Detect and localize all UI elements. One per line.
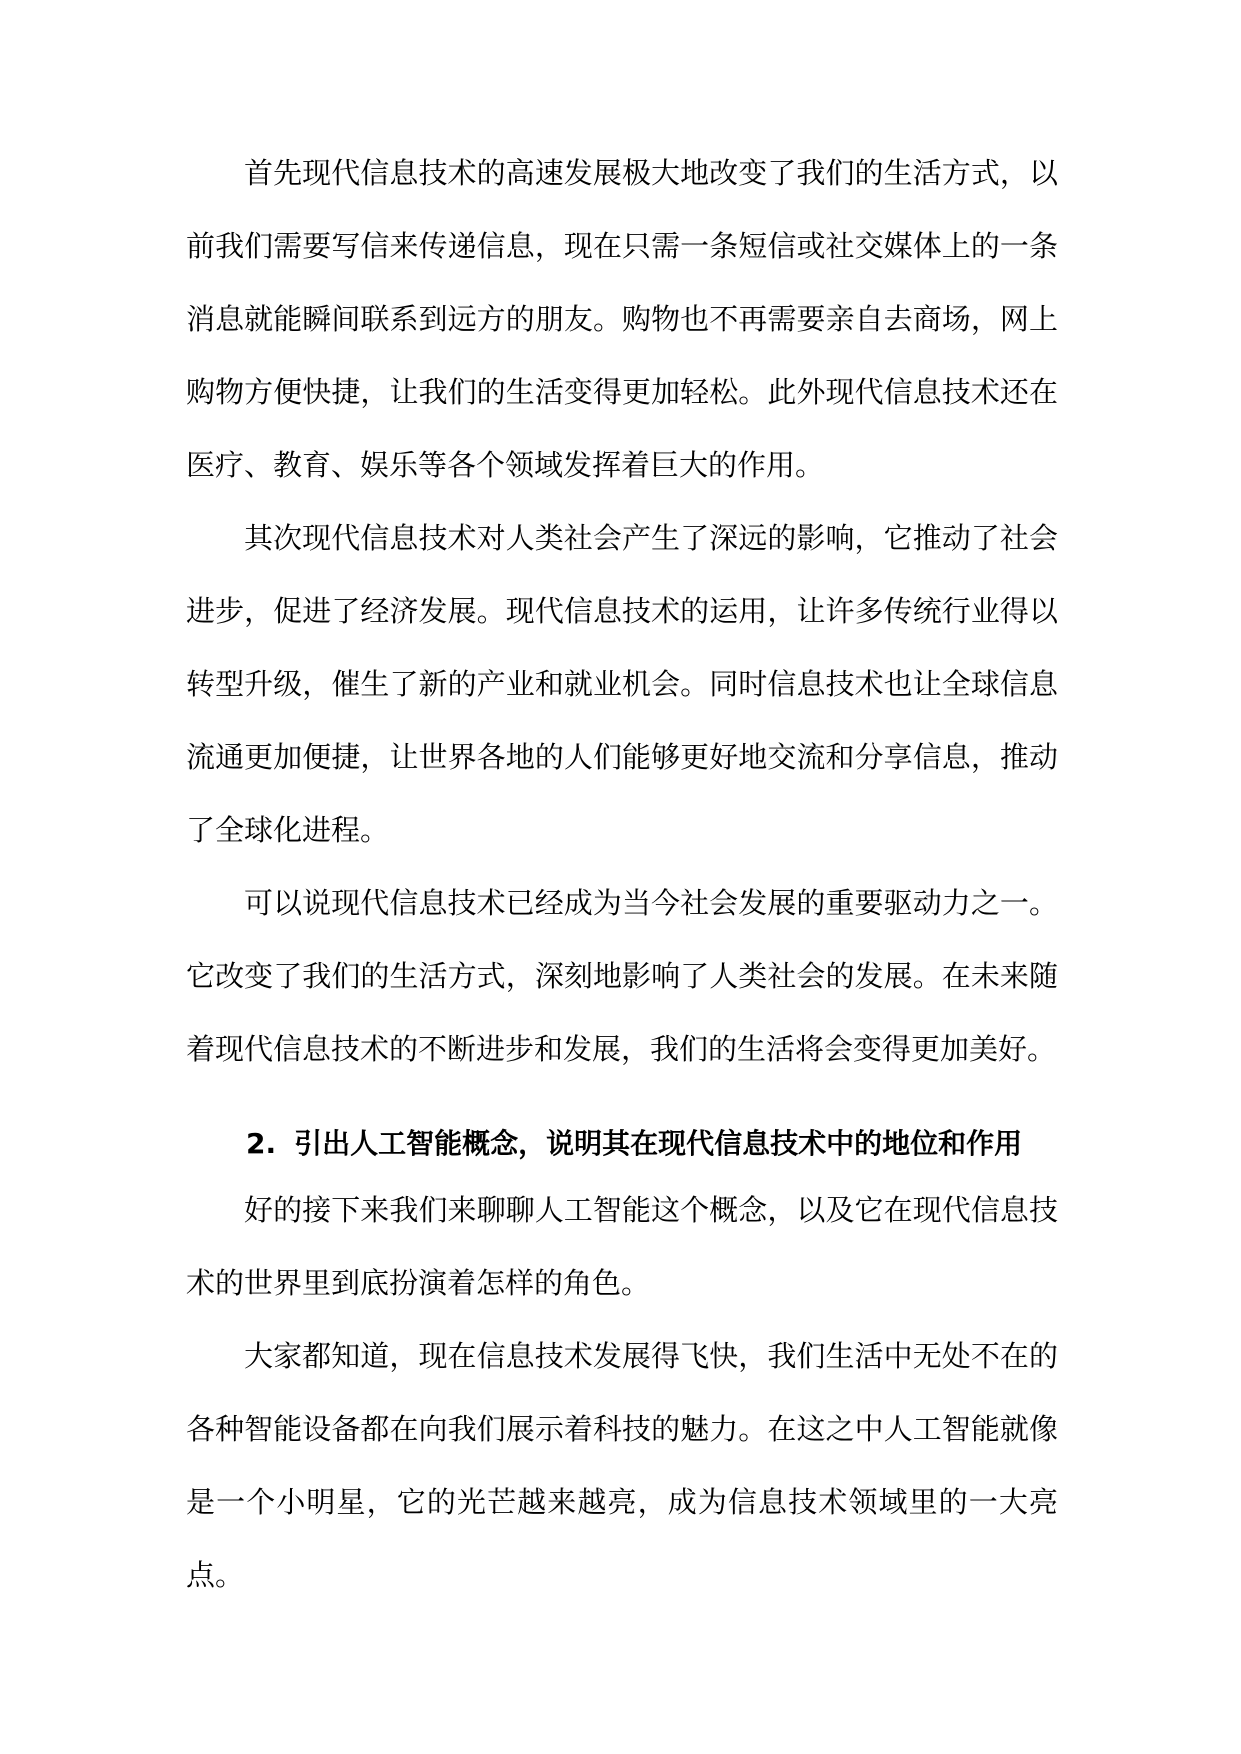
paragraph-modern-tech-lifestyle: 首先现代信息技术的高速发展极大地改变了我们的生活方式，以前我们需要写信来传递信息，现在只需一条短信或社交媒体上的一条消息就能瞬间联系到远方的朋友。购物也不再需要亲自去商场，网上购物方便快捷，让我们的生活变得更加轻松。此外现代信息技术还在医疗、教育、娱乐等各个领域发挥着巨大的作用。 <box>186 156 1058 482</box>
paragraph-ai-intro: 好的接下来我们来聊聊人工智能这个概念，以及它在现代信息技术的世界里到底扮演着怎样的角色。 <box>186 1193 1058 1300</box>
section-title: 引出人工智能概念，说明其在现代信息技术中的地位和作用 <box>294 1127 1023 1160</box>
paragraph-modern-tech-society: 其次现代信息技术对人类社会产生了深远的影响，它推动了社会进步，促进了经济发展。现代信息技术的运用，让许多传统行业得以转型升级，催生了新的产业和就业机会。同时信息技术也让全球信息流通更加便捷，让世界各地的人们能够更好地交流和分享信息，推动了全球化进程。 <box>186 521 1058 847</box>
document-body <box>186 137 1058 1612</box>
section-heading <box>186 1114 1058 1174</box>
section-number: 2. <box>246 1127 277 1160</box>
paragraph-modern-tech-summary: 可以说现代信息技术已经成为当今社会发展的重要驱动力之一。它改变了我们的生活方式，深刻地影响了人类社会的发展。在未来随着现代信息技术的不断进步和发展，我们的生活将会变得更加美好。 <box>186 886 1058 1066</box>
paragraph-ai-highlight: 大家都知道，现在信息技术发展得飞快，我们生活中无处不在的各种智能设备都在向我们展示着科技的魅力。在这之中人工智能就像是一个小明星，它的光芒越来越亮，成为信息技术领域里的一大亮点。 <box>186 1339 1058 1592</box>
